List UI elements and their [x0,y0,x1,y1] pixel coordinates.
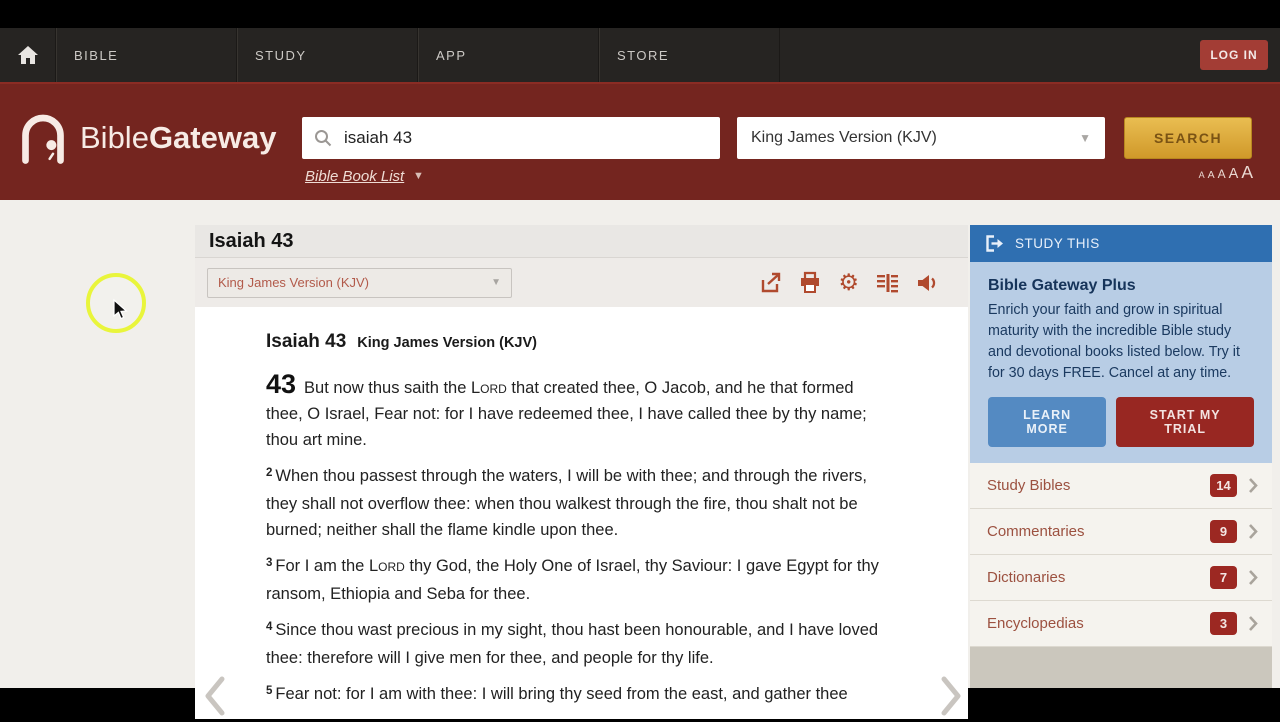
brand-header [0,82,1280,200]
count-badge: 14 [1210,474,1237,497]
verse-text: When thou passest through the waters, I will be with thee; and through the rivers, they shall not overflow thee: when thou walkest through the fire, thou shalt not be burned; neither shall the flame kindle upon thee. [266,467,867,539]
chevron-right-icon [939,675,963,717]
chapter-number: 43 [266,369,297,399]
study-this-label: STUDY THIS [1015,236,1100,251]
verse-5 [266,681,894,709]
home-icon [17,45,39,65]
parallel-columns-icon [876,273,899,293]
verse-text: thy God, the Holy One of Israel, thy Saviour: I gave Egypt for thy ransom, Ethiopia and Seba for thee. [266,557,879,603]
chevron-down-icon: ▼ [1079,131,1091,145]
passage-title-bar [195,225,968,258]
share-button[interactable] [760,272,782,293]
resource-label: Commentaries [987,523,1085,540]
nav-item-study[interactable] [237,28,418,82]
font-size-controls [1199,162,1253,183]
bible-book-list-link[interactable]: Bible Book List [305,168,405,185]
resource-label: Dictionaries [987,569,1066,586]
verse-number: 5 [266,685,273,697]
chevron-right-icon [1248,523,1258,540]
nav-item-app[interactable] [418,28,599,82]
chevron-right-icon [1248,477,1258,494]
start-my-trial-button[interactable]: START MY TRIAL [1116,397,1254,447]
search-box [302,117,720,159]
resource-row-study-bibles[interactable] [970,463,1272,509]
verse-text: Since thou wast precious in my sight, thou hast been honourable, and I have loved thee: therefore will I give men for thee, and people for thy life. [266,621,879,667]
gateway-arch-icon [18,112,68,164]
top-navigation [0,28,1280,82]
resource-label: Encyclopedias [987,615,1084,632]
book-list-caret-icon[interactable]: ▼ [413,170,424,182]
promo-buttons [988,397,1254,447]
chevron-down-icon: ▼ [491,277,501,288]
share-icon [760,272,782,293]
search-icon [314,129,332,147]
study-this-icon [986,235,1005,252]
toolbar-version-value: King James Version (KJV) [218,275,370,290]
gear-icon: ⚙ [838,269,859,296]
parallel-view-button[interactable] [876,273,899,293]
verse-3 [266,553,894,607]
promo-title: Bible Gateway Plus [988,277,1136,294]
verse-number: 3 [266,557,273,569]
promo-body: Enrich your faith and grow in spiritual maturity with the incredible Bible study and devotional books listed below. Try it for 30 days FREE. Cancel at any time. [988,302,1240,381]
nav-item-label: APP [436,47,467,63]
passage-heading [266,331,894,353]
content-area [0,200,1280,703]
study-this-header[interactable] [970,225,1272,262]
nav-item-store[interactable] [599,28,780,82]
verse-text: that created thee, O Jacob, and he that formed thee, O Israel, Fear not: for I have redeemed thee, I have called thee by thy name; thou art mine. [266,379,867,449]
nav-item-label: STUDY [255,47,307,63]
bible-gateway-logo[interactable] [18,112,276,164]
verse-text: For I am the [275,557,369,575]
previous-chapter-button[interactable] [203,675,227,722]
nav-item-label: BIBLE [74,47,119,63]
resource-row-commentaries[interactable] [970,509,1272,555]
speaker-icon [916,273,938,293]
log-in-button[interactable]: LOG IN [1200,40,1268,70]
home-button[interactable] [0,28,56,82]
logo-word-bible: Bible [80,120,149,155]
passage-toolbar [195,258,968,307]
verse-text: Fear not: for I am with thee: I will bring thy seed from the east, and gather thee [275,685,848,703]
bible-gateway-plus-promo [970,262,1272,463]
verse-text-lord: Lord [470,379,507,397]
print-button[interactable] [799,272,821,293]
study-sidebar [970,225,1272,688]
toolbar-version-dropdown[interactable] [207,268,512,298]
printer-icon [799,272,821,293]
font-size-m[interactable]: A [1217,167,1226,181]
toolbar-icons [760,269,956,296]
count-badge: 9 [1210,520,1237,543]
logo-word-gateway: Gateway [148,120,277,155]
verse-number: 2 [266,467,273,479]
verse-text-lord: Lord [368,557,405,575]
nav-item-bible[interactable] [56,28,237,82]
verse-2 [266,463,894,543]
passage-column [195,225,968,703]
passage-heading-version: King James Version (KJV) [357,335,537,351]
verse-number: 4 [266,621,273,633]
learn-more-button[interactable]: LEARN MORE [988,397,1106,447]
verse-4 [266,617,894,671]
resource-label: Study Bibles [987,477,1071,494]
settings-button[interactable] [838,269,859,296]
count-badge: 7 [1210,566,1237,589]
version-dropdown-value: King James Version (KJV) [751,129,937,146]
passage-text [195,307,968,719]
next-chapter-button[interactable] [939,675,963,722]
font-size-xs[interactable]: A [1198,170,1205,180]
resource-row-dictionaries[interactable] [970,555,1272,601]
logo-wordmark [80,120,276,156]
chevron-left-icon [203,675,227,717]
chevron-right-icon [1248,569,1258,586]
verse-text: But now thus saith the [304,379,471,397]
verse-1 [266,371,894,453]
listen-button[interactable] [916,273,938,293]
search-input[interactable] [302,117,720,159]
page-title: Isaiah 43 [209,229,294,252]
search-button[interactable]: SEARCH [1124,117,1252,159]
passage-heading-reference: Isaiah 43 [266,331,347,352]
font-size-l[interactable]: A [1228,166,1239,182]
sidebar-footer [970,647,1272,688]
count-badge: 3 [1210,612,1237,635]
font-size-s[interactable]: A [1207,169,1215,181]
version-dropdown[interactable] [737,117,1105,159]
chevron-right-icon [1248,615,1258,632]
nav-item-label: STORE [617,47,670,63]
font-size-xl[interactable]: A [1241,162,1253,182]
resource-row-encyclopedias[interactable] [970,601,1272,647]
